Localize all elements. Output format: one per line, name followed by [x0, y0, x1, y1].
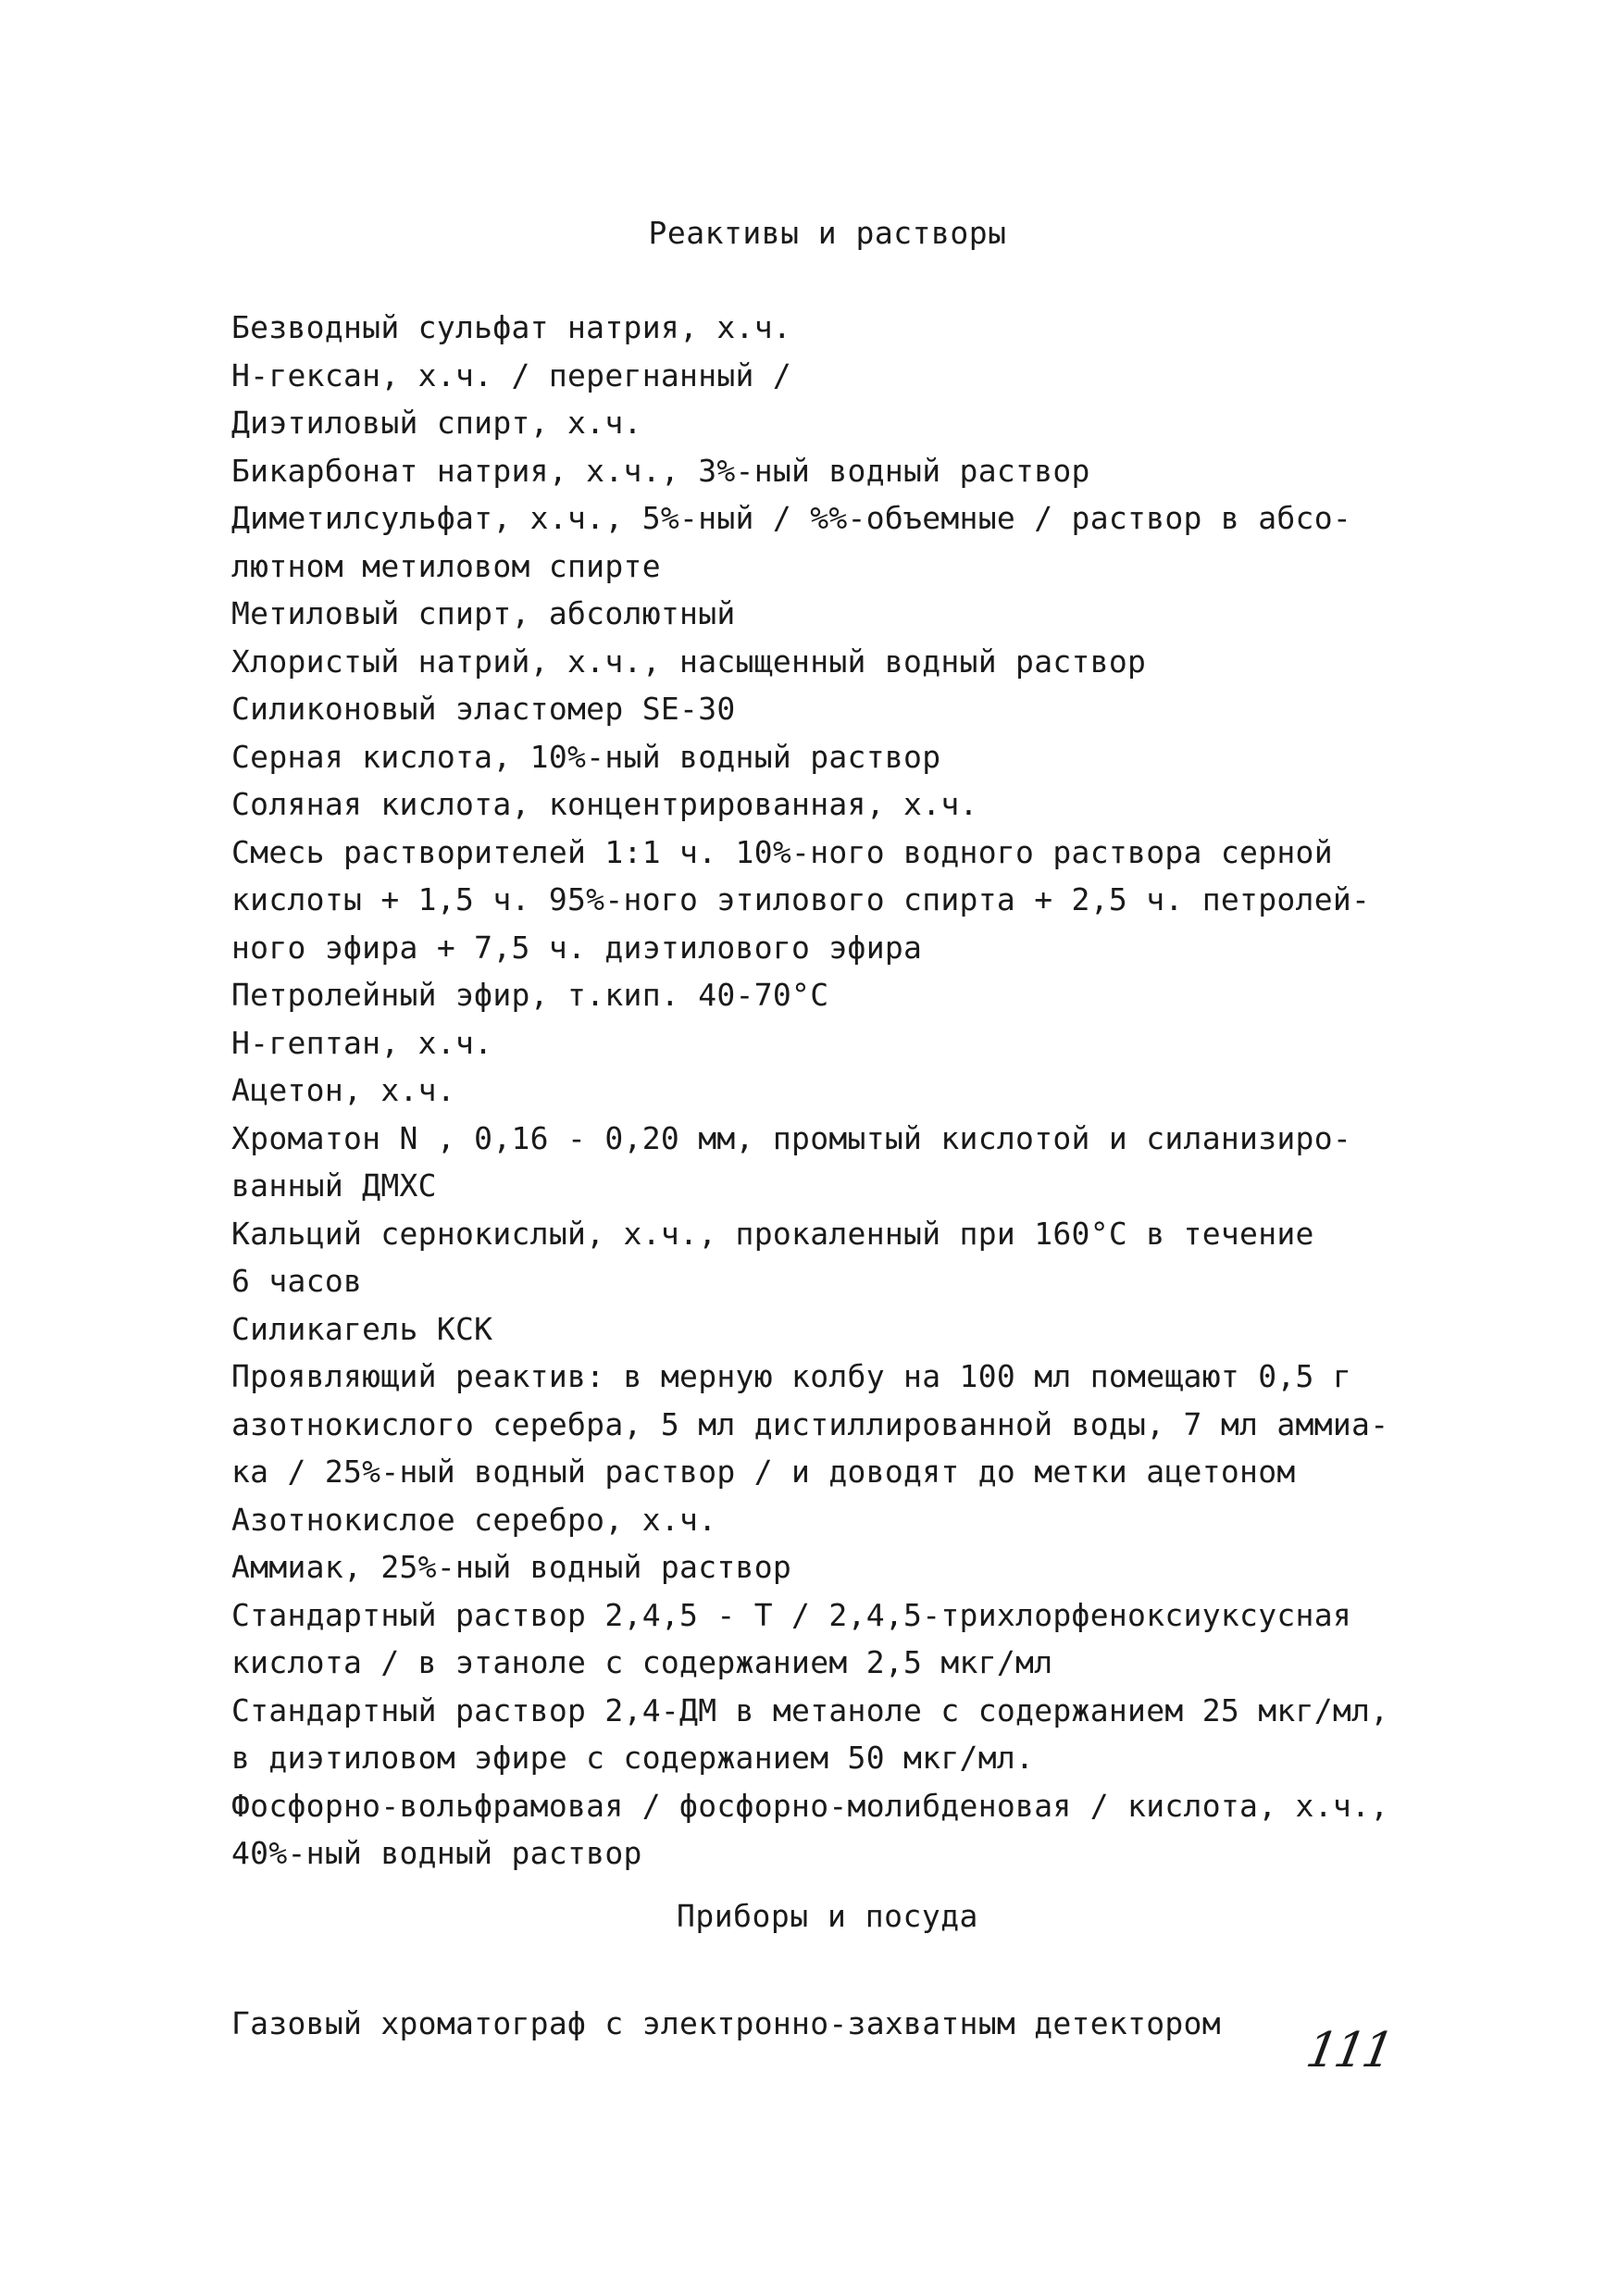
text-line: Диэтиловый спирт, х.ч.: [231, 405, 642, 441]
text-line: Аммиак, 25%-ный водный раствор: [231, 1549, 792, 1585]
reagents-list: [231, 304, 1435, 1878]
text-line: кислоты + 1,5 ч. 95%-ного этилового спирта + 2,5 ч. петролей-: [231, 881, 1371, 917]
text-line: Смесь растворителей 1:1 ч. 10%-ного водного раствора серной: [231, 833, 1333, 870]
text-line: Фосфорно-вольфрамовая / фосфорно-молибденовая / кислота, х.ч.,: [231, 1787, 1389, 1824]
instruments-list: [231, 2000, 1435, 2048]
text-line: Метиловый спирт, абсолютный: [231, 595, 736, 631]
text-line: Безводный сульфат натрия, х.ч.: [231, 309, 792, 345]
text-line: Газовый хроматограф с электронно-захватным детектором: [231, 2005, 1221, 2041]
text-line: Стандартный раствор 2,4-ДМ в метаноле с содержанием 25 мкг/мл,: [231, 1691, 1389, 1728]
page-number: 111: [1301, 2023, 1396, 2078]
text-line: Азотнокислое серебро, х.ч.: [231, 1501, 717, 1538]
text-line: ванный ДМХС: [231, 1167, 437, 1204]
text-line: ка / 25%-ный водный раствор / и доводят до метки ацетоном: [231, 1454, 1296, 1490]
text-line: кислота / в этаноле с содержанием 2,5 мкг/мл: [231, 1644, 1053, 1680]
text-line: Н-гексан, х.ч. / перегнанный /: [231, 356, 792, 393]
text-line: Силикагель КСК: [231, 1310, 493, 1347]
text-line: Стандартный раствор 2,4,5 - Т / 2,4,5-трихлорфеноксиуксусная: [231, 1596, 1352, 1633]
text-line: Хлористый натрий, х.ч., насыщенный водный раствор: [231, 643, 1147, 680]
section-heading-reagents: Реактивы и растворы: [648, 215, 1007, 251]
text-line: Проявляющий реактив: в мерную колбу на 100 мл помещают 0,5 г: [231, 1358, 1352, 1394]
text-line: азотнокислого серебра, 5 мл дистиллированной воды, 7 мл аммиа-: [231, 1405, 1389, 1442]
text-line: Петролейный эфир, т.кип. 40-70°С: [231, 977, 829, 1013]
text-line: ного эфира + 7,5 ч. диэтилового эфира: [231, 929, 923, 966]
text-line: Соляная кислота, концентрированная, х.ч.: [231, 786, 978, 822]
text-line: Бикарбонат натрия, х.ч., 3%-ный водный раствор: [231, 452, 1090, 489]
text-line: Н-гептан, х.ч.: [231, 1024, 493, 1061]
text-line: 6 часов: [231, 1263, 363, 1299]
text-line: 40%-ный водный раствор: [231, 1835, 642, 1871]
text-line: Серная кислота, 10%-ный водный раствор: [231, 738, 941, 775]
text-line: в диэтиловом эфире с содержанием 50 мкг/мл.: [231, 1740, 1035, 1776]
section-heading-instruments: Приборы и посуда: [677, 1898, 978, 1934]
text-line: Хроматон N , 0,16 - 0,20 мм, промытый кислотой и силанизиро-: [231, 1119, 1352, 1156]
text-line: Ацетон, х.ч.: [231, 1072, 456, 1108]
text-line: Силиконовый эластомер SE-30: [231, 691, 736, 727]
text-line: Кальций сернокислый, х.ч., прокаленный при 160°С в течение: [231, 1215, 1314, 1252]
text-line: лютном метиловом спирте: [231, 547, 661, 584]
text-line: Диметилсульфат, х.ч., 5%-ный / %%-объемные / раствор в абсо-: [231, 500, 1352, 536]
